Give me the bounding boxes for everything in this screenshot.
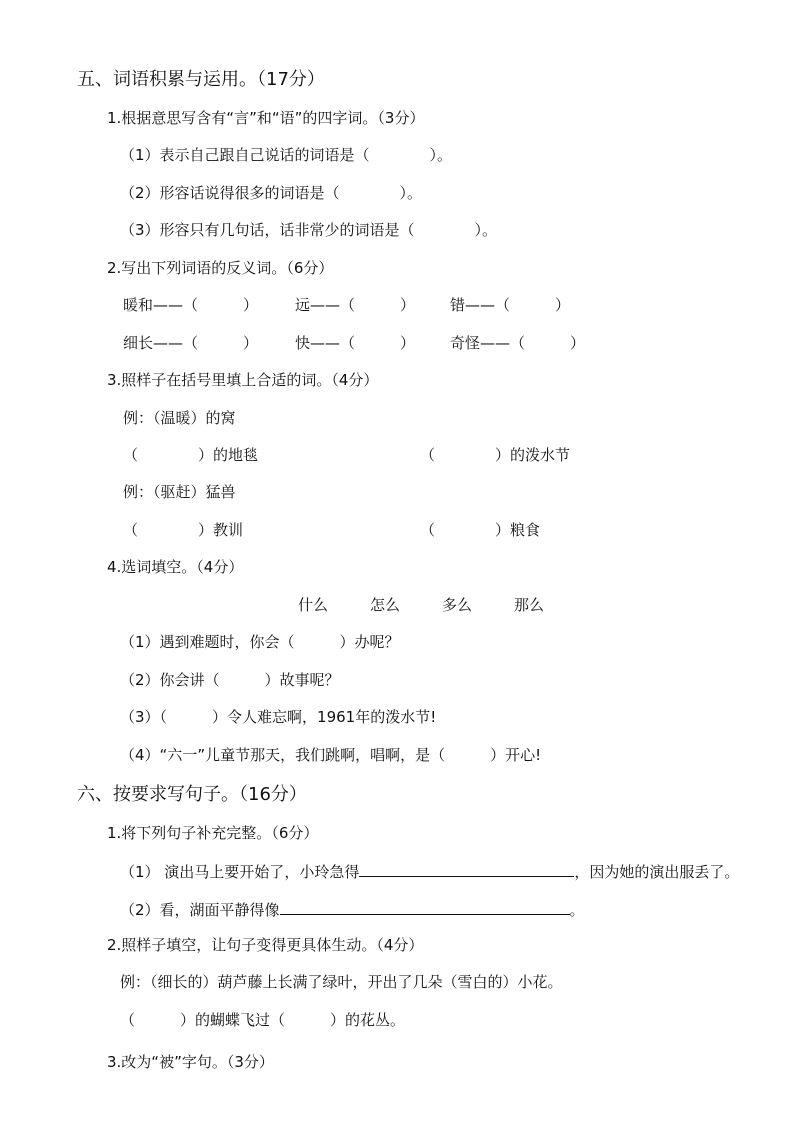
q3-example-2: 例：（驱赶）猛兽 (123, 483, 236, 501)
answer-line-1 (359, 860, 574, 877)
q1-item-2: （2）形容话说得很多的词语是（ ）。 (120, 184, 423, 202)
s6-q3-title: 3.改为“被”字句。（3分） (107, 1053, 274, 1071)
q4-item-3: （3）（ ）令人难忘啊，1961年的泼水节! (120, 708, 437, 726)
word-choice-2: 怎么 (370, 596, 401, 614)
s6-q1-title: 1.将下列句子补充完整。（6分） (107, 824, 319, 842)
section-5-title: 五、词语积累与运用。（17分） (77, 69, 325, 90)
s6-q1-item-2 (120, 898, 585, 920)
section-6-title: 六、按要求写句子。（16分） (77, 784, 307, 805)
q3-blank-1: （ ）的地毯 (123, 446, 259, 464)
q4-item-4: （4）“六一”儿童节那天，我们跳啊，唱啊，是（ ）开心! (120, 746, 542, 764)
antonym-3: 错——（ ） (450, 296, 571, 314)
q3-title: 3.照样子在括号里填上合适的词。（4分） (107, 371, 379, 389)
s6-q2-item: （ ）的蝴蝶飞过（ ）的花丛。 (120, 1011, 406, 1029)
s6-q1-item-1 (120, 860, 739, 882)
q2-title: 2.写出下列词语的反义词。（6分） (107, 259, 334, 277)
s6-q1-item-1-pre: （1） 演出马上要开始了，小玲急得 (120, 863, 360, 881)
q4-item-1: （1）遇到难题时，你会（ ）办呢？ (120, 633, 400, 651)
s6-q1-item-2-pre: （2）看，湖面平静得像 (120, 901, 280, 919)
word-choice-4: 那么 (514, 596, 545, 614)
antonym-2: 远——（ ） (295, 296, 416, 314)
s6-q2-example: 例：（细长的）葫芦藤上长满了绿叶，开出了几朵（雪白的）小花。 (120, 973, 563, 991)
q4-item-2: （2）你会讲（ ）故事呢？ (120, 671, 340, 689)
q3-blank-2: （ ）的泼水节 (420, 446, 571, 464)
q3-example-1: 例：（温暖）的窝 (123, 409, 236, 427)
q3-blank-3: （ ）教训 (123, 521, 244, 539)
word-choice-1: 什么 (298, 596, 329, 614)
s6-q1-item-2-post: 。 (569, 901, 585, 919)
answer-line-2 (280, 898, 570, 915)
antonym-1: 暖和——（ ） (123, 296, 259, 314)
antonym-6: 奇怪——（ ） (450, 334, 586, 352)
s6-q2-title: 2.照样子填空，让句子变得更具体生动。（4分） (107, 936, 424, 954)
antonym-4: 细长——（ ） (123, 334, 259, 352)
q3-blank-4: （ ）粮食 (420, 521, 541, 539)
q1-title: 1.根据意思写含有“言”和“语”的四字词。（3分） (107, 109, 425, 127)
q4-title: 4.选词填空。（4分） (107, 558, 244, 576)
q1-item-3: （3）形容只有几句话，话非常少的词语是（ ）。 (120, 221, 498, 239)
q1-item-1: （1）表示自己跟自己说话的词语是（ ）。 (120, 146, 453, 164)
word-choice-3: 多么 (442, 596, 473, 614)
antonym-5: 快——（ ） (295, 334, 416, 352)
s6-q1-item-1-post: ，因为她的演出服丢了。 (574, 863, 740, 881)
